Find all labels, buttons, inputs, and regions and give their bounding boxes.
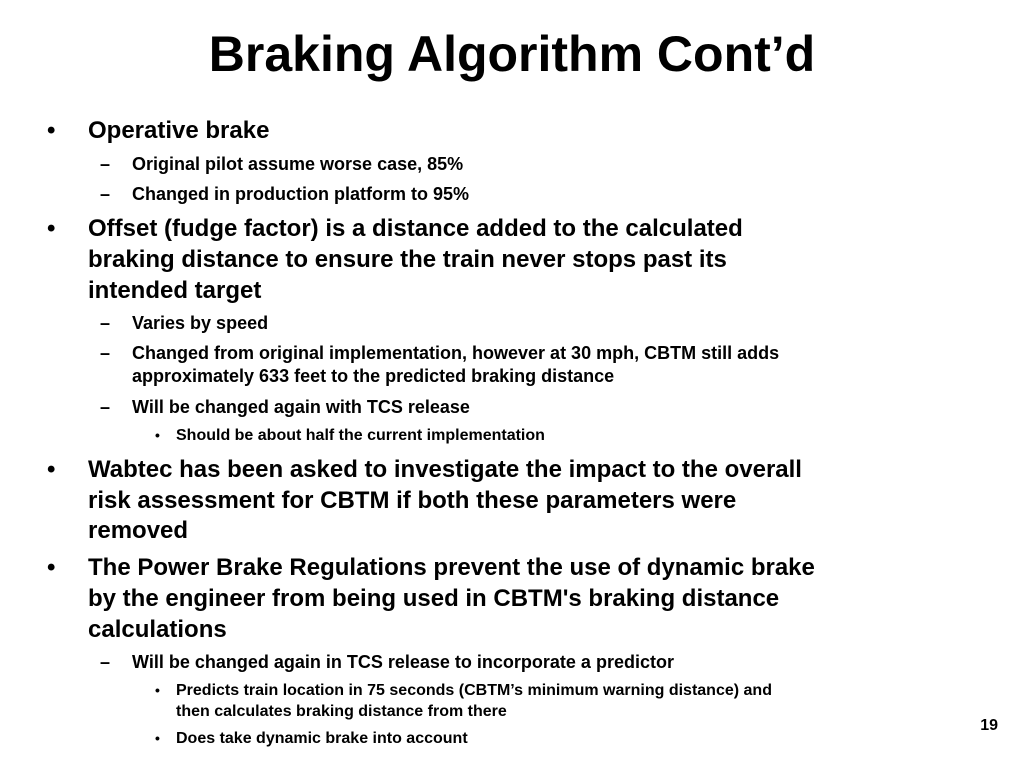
bullet-marker: •: [47, 456, 56, 483]
dot-marker: •: [155, 427, 160, 443]
sub-bullet-text: Will be changed again with TCS release: [132, 397, 470, 417]
bullet-text-line: risk assessment for CBTM if both these parameters were: [88, 487, 737, 514]
bullet-text-line: braking distance to ensure the train never stops past its: [88, 246, 727, 273]
bullet-text: Operative brake: [88, 117, 270, 144]
dash-marker: –: [100, 313, 111, 333]
sub-sub-bullet-text: Should be about half the current implementation: [176, 427, 545, 444]
bullet-text-line: The Power Brake Regulations prevent the use of dynamic brake: [88, 554, 815, 581]
page-number: 19: [980, 717, 998, 734]
bullet-text-line: calculations: [88, 616, 227, 643]
bullet-text-line: intended target: [88, 277, 262, 304]
dash-marker: –: [100, 652, 111, 672]
sub-sub-bullet-text: Does take dynamic brake into account: [176, 730, 468, 747]
dot-marker: •: [155, 682, 160, 698]
sub-bullet-text: Original pilot assume worse case, 85%: [132, 154, 464, 174]
sub-bullet-text: Changed in production platform to 95%: [132, 184, 469, 204]
bullet-marker: •: [47, 554, 56, 581]
sub-bullet-text: Will be changed again in TCS release to incorporate a predictor: [132, 652, 674, 672]
sub-sub-bullet-text-line: then calculates braking distance from there: [176, 703, 507, 720]
dash-marker: –: [100, 154, 111, 174]
sub-bullet-text: Varies by speed: [132, 313, 269, 333]
dash-marker: –: [100, 184, 111, 204]
dash-marker: –: [100, 343, 111, 363]
bullet-marker: •: [47, 215, 56, 242]
bullet-marker: •: [47, 117, 56, 144]
bullet-text-line: by the engineer from being used in CBTM's braking distance: [88, 585, 780, 612]
bullet-text-line: Offset (fudge factor) is a distance added to the calculated: [88, 215, 743, 242]
bullet-text-line: removed: [88, 517, 189, 544]
slide-title: Braking Algorithm Cont’d: [208, 26, 816, 82]
dash-marker: –: [100, 397, 111, 417]
sub-bullet-text-line: approximately 633 feet to the predicted braking distance: [132, 366, 615, 386]
sub-bullet-text-line: Changed from original implementation, however at 30 mph, CBTM still adds: [132, 343, 780, 363]
sub-sub-bullet-text-line: Predicts train location in 75 seconds (CBTM’s minimum warning distance) and: [176, 682, 772, 699]
bullet-text-line: Wabtec has been asked to investigate the impact to the overall: [88, 456, 802, 483]
dot-marker: •: [155, 730, 160, 746]
